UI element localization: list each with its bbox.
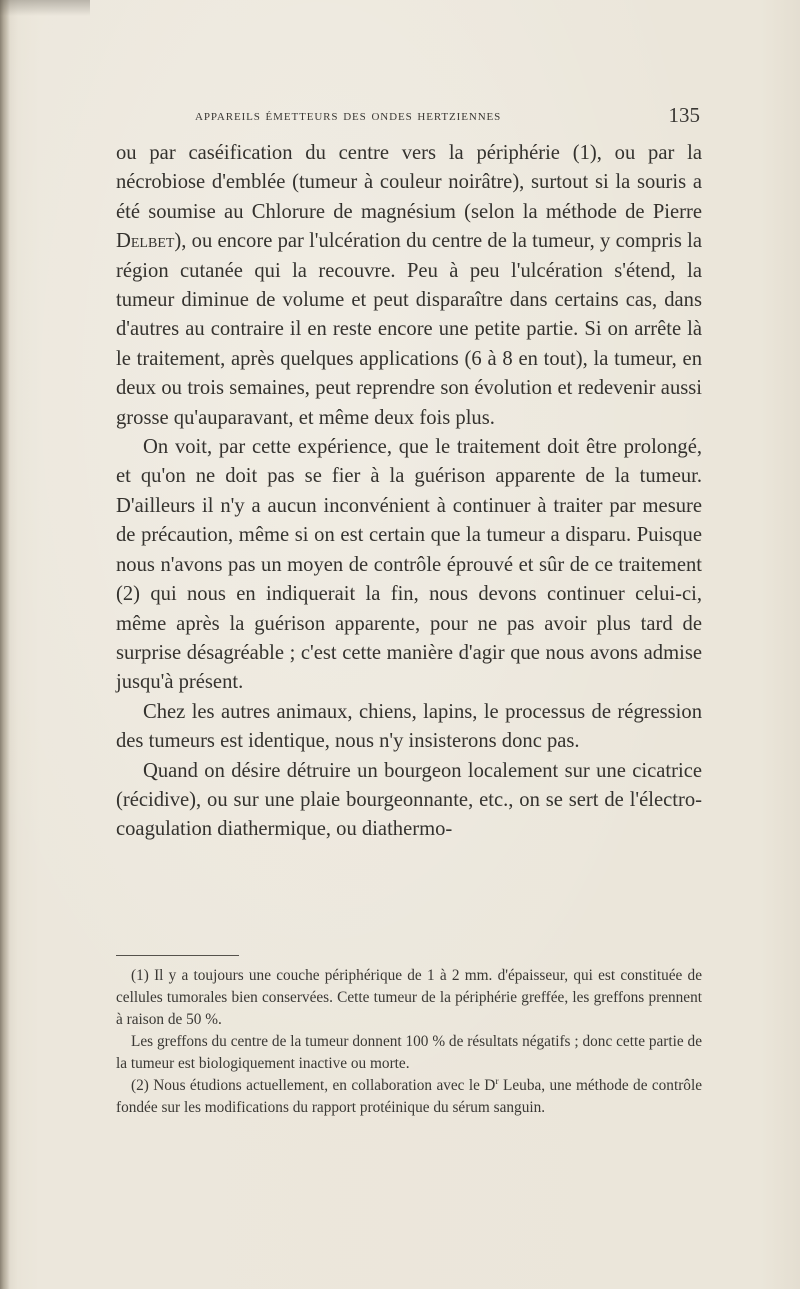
paragraph-1-part-b: ), ou encore par l'ulcération du centre de la tumeur, y compris la région cutanée qui la recouvre. Peu à peu l'ulcération s'étend, la tumeur diminue de volume et peut disparaître dans certains cas, dans d'autres au contraire il en reste encore une petite partie. Si on arrête là le traitement, après quelques applications (6 à 8 en tout), la tumeur, en deux ou trois semaines, peut reprendre son évolution et redevenir aussi grosse qu'auparavant, et même deux fois plus.: [116, 230, 702, 429]
paragraph-4: Quand on désire détruire un bourgeon localement sur une cicatrice (récidive), ou sur une plaie bourgeonnante, etc., on se sert de l'électro-coagulation diathermique, ou diathermo-: [116, 759, 702, 841]
footnote-2-superscript: r: [495, 1075, 499, 1087]
footnotes: [116, 965, 702, 1119]
paragraph-3: Chez les autres animaux, chiens, lapins, le processus de régression des tumeurs est identique, nous n'y insisterons donc pas.: [116, 700, 702, 753]
body-text: [116, 139, 702, 845]
author-name-delbet: Delbet: [116, 230, 175, 253]
binding-edge: [0, 0, 10, 1289]
footnote-2-part-a: (2) Nous étudions actuellement, en collaboration avec le D: [131, 1077, 496, 1094]
footnote-2-part-b: Leuba, une méthode de contrôle fondée sur les modifications du rapport protéinique du sérum sanguin.: [116, 1077, 702, 1116]
footnote-divider: [116, 955, 239, 956]
paragraph-1: [116, 139, 702, 433]
footnote-2: [116, 1075, 702, 1119]
paragraph-2: On voit, par cette expérience, que le traitement doit être prolongé, et qu'on ne doit pas se fier à la guérison apparente de la tumeur. D'ailleurs il n'y a aucun inconvénient à continuer à traiter par mesure de précaution, même si on est certain que la tumeur a disparu. Puisque nous n'avons pas un moyen de contrôle éprouvé et sûr de ce traitement (2) qui nous en indiquerait la fin, nous devons continuer celui-ci, même après la guérison apparente, pour ne pas avoir plus tard de surprise désagréable ; c'est cette manière d'agir que nous avons admise jusqu'à présent.: [116, 436, 702, 694]
footnote-1: (1) Il y a toujours une couche périphérique de 1 à 2 mm. d'épaisseur, qui est constituée de cellules tumorales bien conservées. Cette tumeur de la périphérie greffée, les greffons prennent à raison de 50 %.: [116, 967, 702, 1028]
running-title: appareils émetteurs des ondes hertziennes: [195, 107, 502, 124]
page-header: [195, 103, 705, 129]
page-corner-shadow: [0, 0, 90, 16]
page-number: 135: [668, 103, 700, 127]
footnote-1-continued: Les greffons du centre de la tumeur donnent 100 % de résultats négatifs ; donc cette partie de la tumeur est biologiquement inactive ou morte.: [116, 1033, 702, 1072]
paragraph-1-part-a: ou par caséification du centre vers la périphérie (1), ou par la nécrobiose d'emblée (tumeur à couleur noirâtre), surtout si la souris a été soumise au Chlorure de magnésium (selon la méthode de Pierre: [116, 142, 702, 223]
